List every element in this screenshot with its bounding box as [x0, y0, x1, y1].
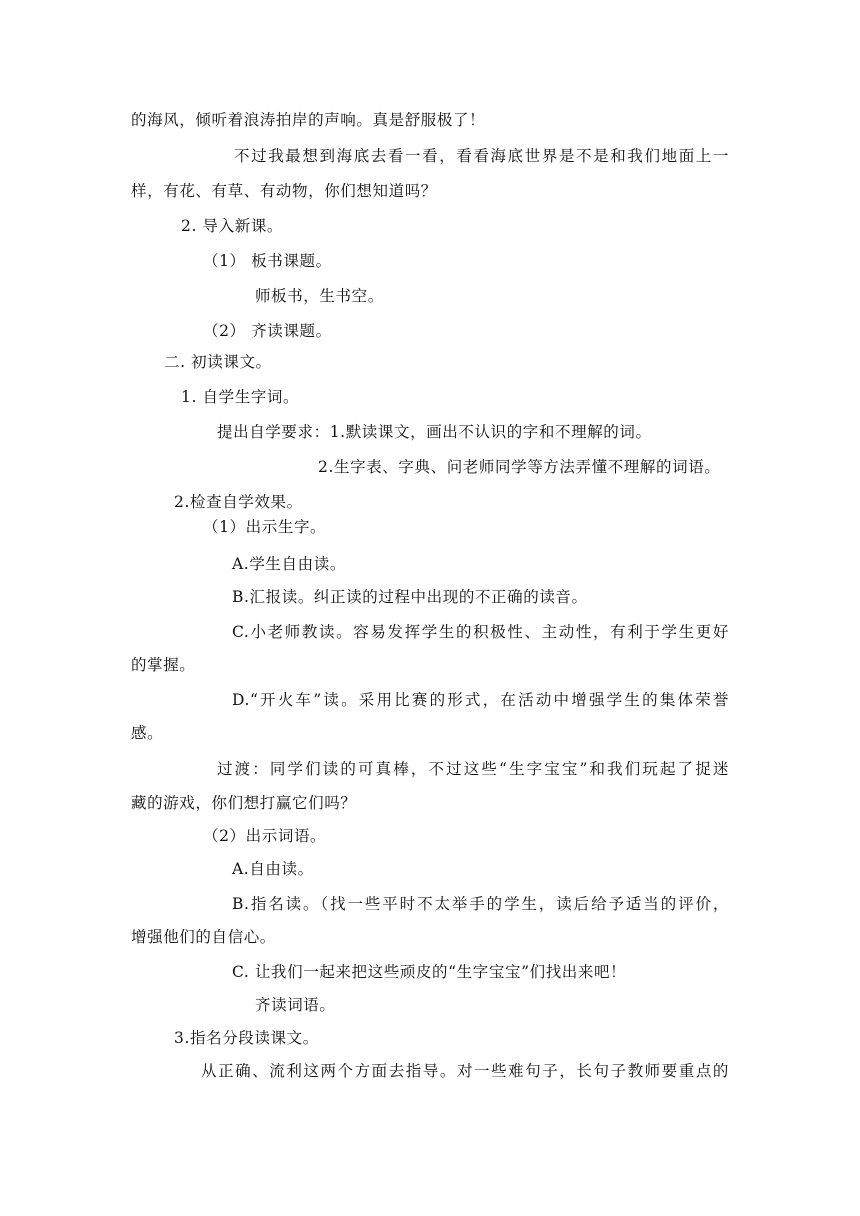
text-line: 齐读词语。 — [255, 996, 336, 1014]
text-line: 藏的游戏，你们想打赢它们吗？ — [131, 794, 357, 812]
text-line: C.小老师教读。容易发挥学生的积极性、主动性，有利于学生更好 — [232, 623, 729, 641]
text-line: （2）出示词语。 — [203, 827, 327, 845]
text-line: A.学生自由读。 — [232, 555, 346, 573]
heading-self-study: 1. 自学生字词。 — [181, 388, 300, 406]
text-line: B.指名读。（找一些平时不太举手的学生，读后给予适当的评价， — [232, 895, 729, 913]
text-line: 的掌握。 — [131, 656, 196, 674]
text-line: 的海风，倾听着浪涛拍岸的声响。真是舒服极了！ — [131, 111, 486, 129]
text-line: 从正确、流利这两个方面去指导。对一些难句子，长句子教师要重点的 — [201, 1062, 729, 1080]
text-line: （1） 板书课题。 — [203, 252, 332, 270]
text-line: D.“开火车”读。采用比赛的形式，在活动中增强学生的集体荣誉 — [232, 691, 729, 709]
text-line: 增强他们的自信心。 — [131, 928, 276, 946]
heading-check-results: 2.检查自学效果。 — [174, 493, 303, 511]
text-line: （1）出示生字。 — [203, 518, 327, 536]
text-line: 不过我最想到海底去看一看，看看海底世界是不是和我们地面上一 — [234, 147, 729, 165]
text-line: 提出自学要求：1.默读课文，画出不认识的字和不理解的词。 — [217, 423, 652, 441]
heading-section-two: 二. 初读课文。 — [164, 353, 272, 371]
text-line: 感。 — [131, 724, 164, 742]
text-line: C. 让我们一起来把这些顽皮的“生字宝宝”们找出来吧！ — [232, 963, 627, 981]
text-line: B.汇报读。纠正读的过程中出现的不正确的读音。 — [232, 588, 588, 606]
heading-read-by-paragraph: 3.指名分段读课文。 — [174, 1029, 319, 1047]
heading-import-new-lesson: 2. 导入新课。 — [181, 217, 284, 235]
text-line: （2） 齐读课题。 — [203, 322, 332, 340]
text-line: 师板书，生书空。 — [255, 287, 384, 305]
text-line: 过渡：同学们读的可真棒，不过这些“生字宝宝”和我们玩起了捉迷 — [217, 760, 729, 778]
text-line: A.自由读。 — [232, 860, 314, 878]
text-line: 样，有花、有草、有动物，你们想知道吗？ — [131, 182, 437, 200]
text-line: 2.生字表、字典、问老师同学等方法弄懂不理解的词语。 — [318, 458, 721, 476]
